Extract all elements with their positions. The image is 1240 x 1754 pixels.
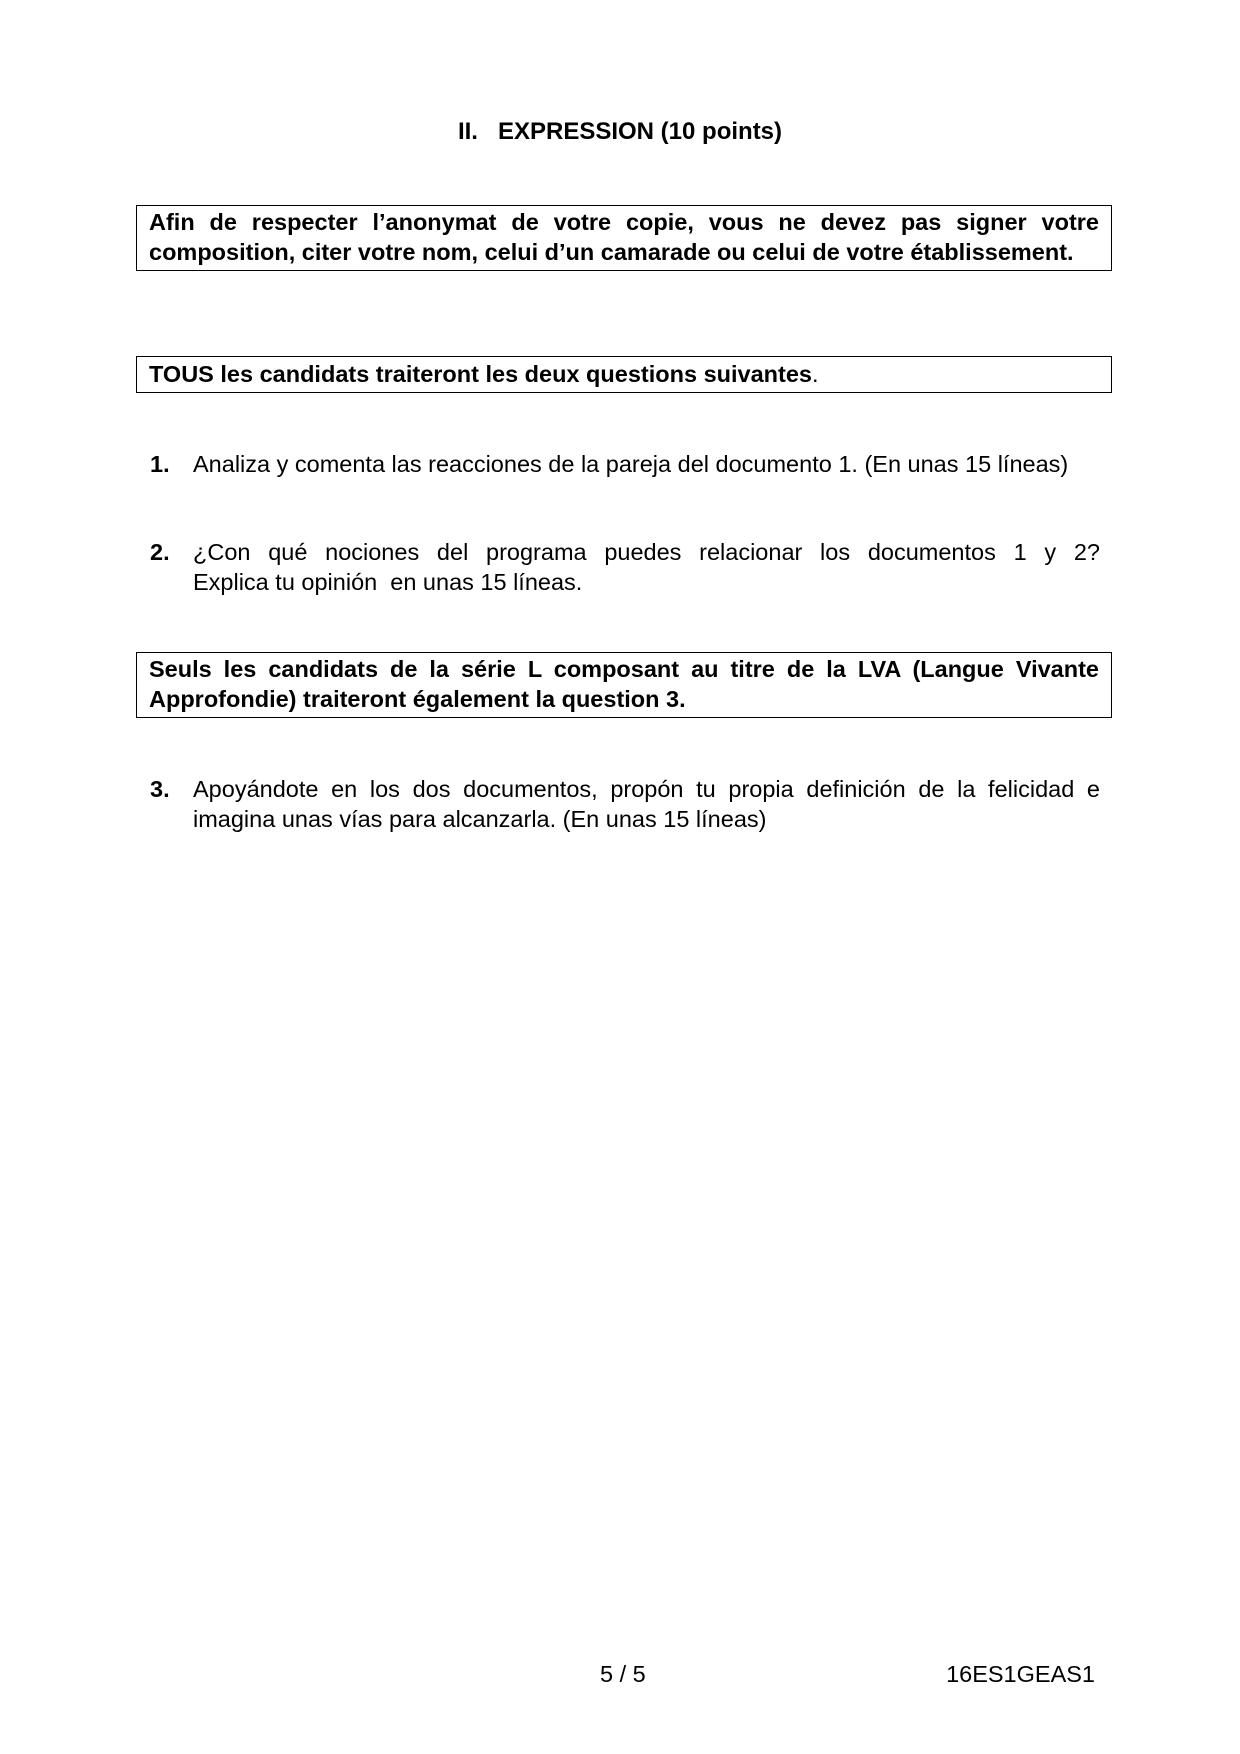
section-heading: EXPRESSION (10 points) [497,118,783,145]
question-text-line-2: Explica tu opinión en unas 15 líneas. [193,568,583,595]
question-text: Apoyándote en los dos documentos, propón tu propia definición de la felicidad e imagina unas vías para alcanzarla. (En unas 15 líneas) [193,776,1100,832]
question-text: Analiza y comenta las reacciones de la pareja del documento 1. (En unas 15 líneas) [193,451,1069,477]
question-number: 1. [150,451,170,477]
question-number: 3. [150,776,170,802]
series-l-text: Seuls les candidats de la série L composant au titre de la LVA (Langue Vivante Approfondie) traiteront également la question 3. [149,656,1099,712]
page-number: 5 / 5 [600,1661,646,1687]
series-l-box [136,652,1112,718]
question-number: 2. [150,539,170,565]
question-2 [150,538,1100,597]
all-candidates-period: . [811,361,819,387]
document-code: 16ES1GEAS1 [946,1661,1095,1687]
question-3 [150,775,1100,834]
section-title [0,118,1240,146]
question-1 [150,450,1100,480]
question-text [193,538,1100,597]
section-number: II. [457,118,478,145]
question-text-line-1: ¿Con qué nociones del programa puedes relacionar los documentos 1 y 2? [193,539,1100,565]
all-candidates-text: TOUS les candidats traiteront les deux questions suivantes [149,361,812,387]
anonymity-notice-box [136,205,1112,271]
anonymity-notice-text: Afin de respecter l’anonymat de votre copie, vous ne devez pas signer votre composition, citer votre nom, celui d’un camarade ou celui de votre établissement. [149,209,1099,265]
all-candidates-box [136,356,1112,393]
